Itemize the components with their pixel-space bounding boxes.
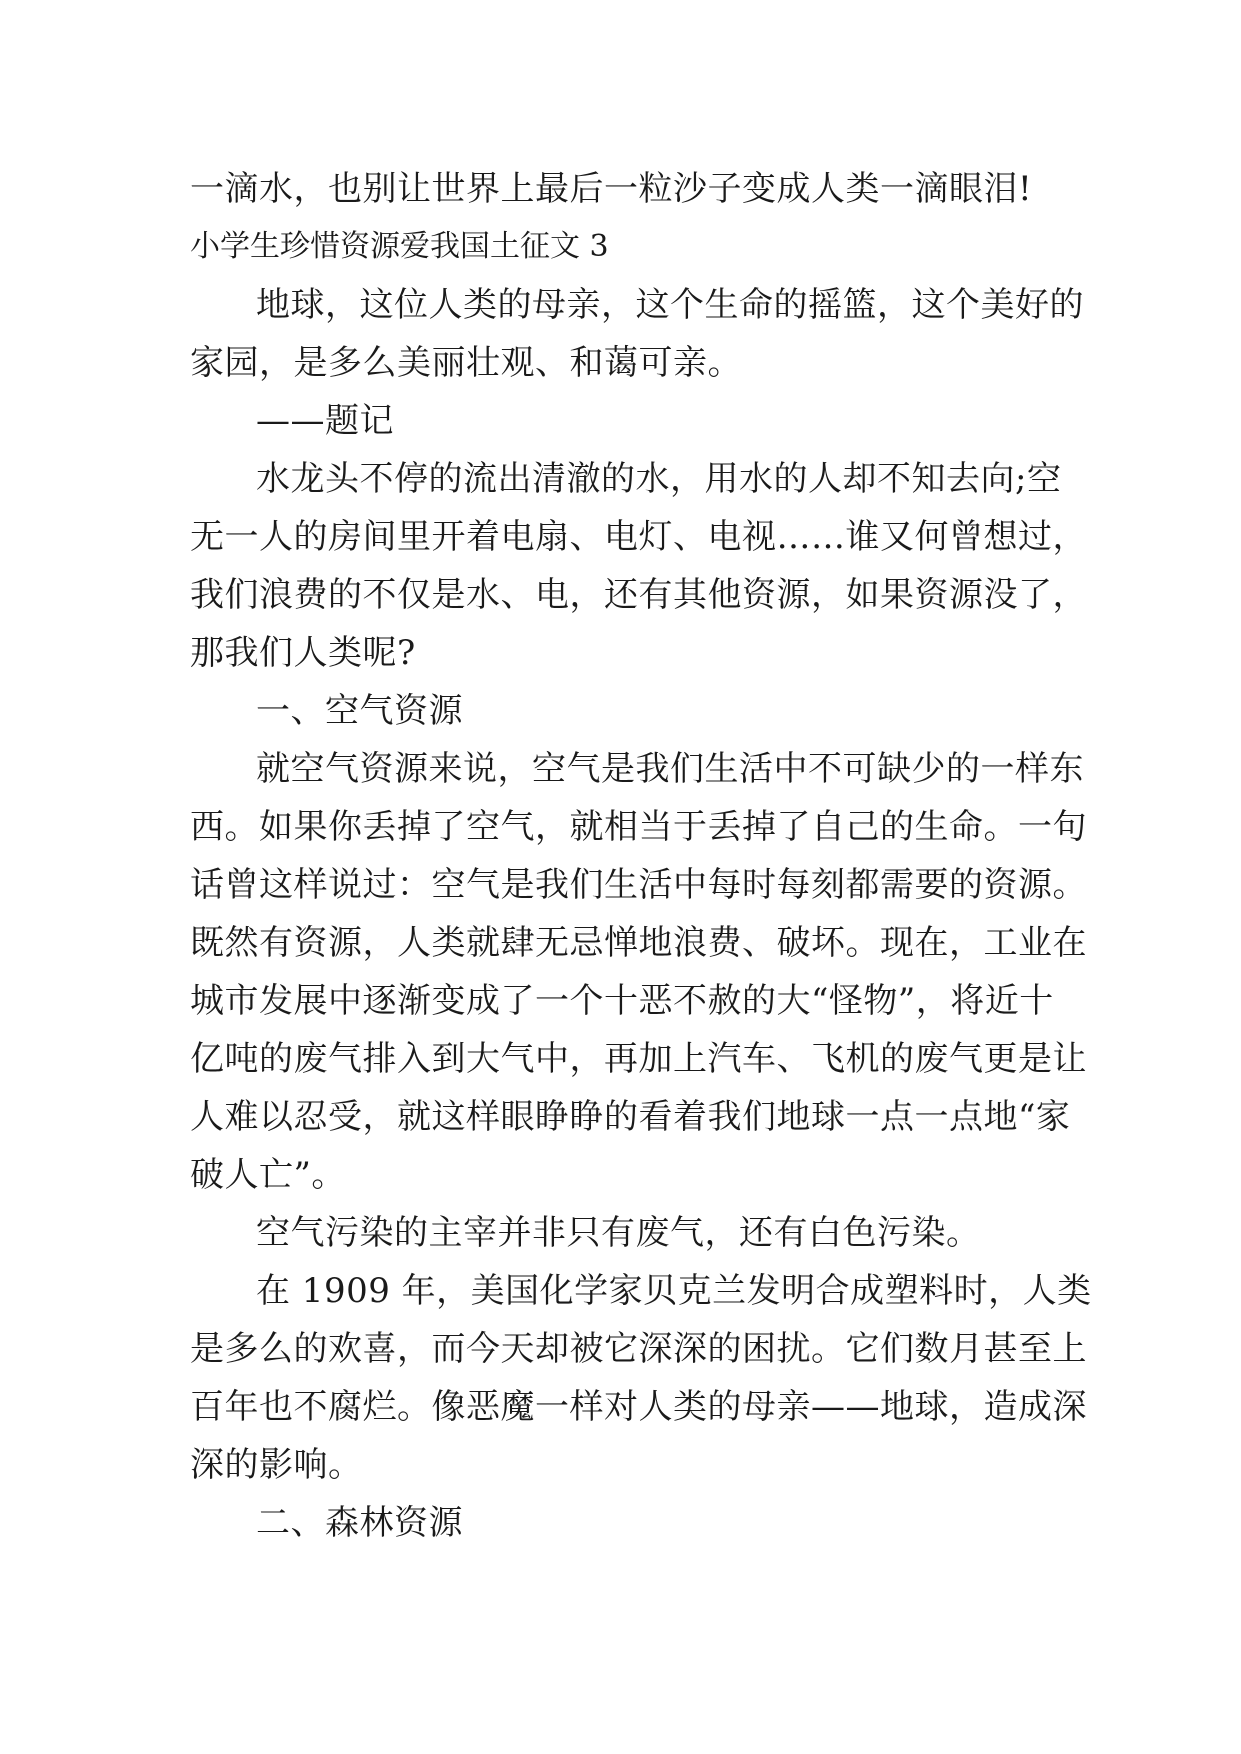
- text-line: [190, 160, 1050, 218]
- line-text: ——题记: [256, 401, 394, 441]
- line-text: 人难以忍受，就这样眼睁睁的看着我们地球一点一点地“家: [190, 1097, 1071, 1137]
- line-text: 地球，这位人类的母亲，这个生命的摇篮，这个美好的: [256, 285, 1084, 325]
- text-line: [190, 1088, 1071, 1146]
- document-page: [190, 160, 1092, 1552]
- text-line: [190, 276, 1084, 334]
- line-text: 二、森林资源: [256, 1503, 463, 1543]
- text-line: [190, 392, 1050, 450]
- line-text: 城市发展中逐渐变成了一个十恶不赦的大“怪物”，将近十: [190, 981, 1054, 1021]
- line-text: 家园，是多么美丽壮观、和蔼可亲。: [190, 343, 742, 383]
- line-text: 就空气资源来说，空气是我们生活中不可缺少的一样东: [256, 749, 1084, 789]
- line-text: 空气污染的主宰并非只有废气，还有白色污染。: [256, 1213, 981, 1253]
- line-text: 百年也不腐烂。像恶魔一样对人类的母亲——地球，造成深: [190, 1387, 1087, 1427]
- text-line: [190, 740, 1084, 798]
- section-title: [190, 218, 1050, 276]
- line-text: 在 1909 年，美国化学家贝克兰发明合成塑料时，人类: [256, 1271, 1092, 1311]
- text-line: [190, 450, 1062, 508]
- text-line: [190, 1204, 1050, 1262]
- line-text: 破人亡”。: [190, 1155, 346, 1195]
- line-text: 那我们人类呢?: [190, 633, 416, 673]
- text-line: [190, 1436, 1050, 1494]
- line-text: 水龙头不停的流出清澈的水，用水的人却不知去向;空: [256, 459, 1062, 499]
- text-line: [190, 1378, 1087, 1436]
- text-line: [190, 624, 1050, 682]
- text-line: [190, 1262, 1092, 1320]
- line-text: 小学生珍惜资源爱我国土征文 3: [190, 229, 609, 264]
- text-line: [190, 1320, 1087, 1378]
- text-line: [190, 1146, 1050, 1204]
- text-line: [190, 1494, 1050, 1552]
- line-text: 西。如果你丢掉了空气，就相当于丢掉了自己的生命。一句: [190, 807, 1087, 847]
- text-line: [190, 798, 1087, 856]
- line-text: 一滴水，也别让世界上最后一粒沙子变成人类一滴眼泪!: [190, 169, 1033, 209]
- line-text: 我们浪费的不仅是水、电，还有其他资源，如果资源没了，: [190, 575, 1087, 615]
- line-text: 既然有资源，人类就肆无忌惮地浪费、破坏。现在，工业在: [190, 923, 1087, 963]
- text-line: [190, 566, 1087, 624]
- text-line: [190, 334, 1050, 392]
- line-text: 话曾这样说过：空气是我们生活中每时每刻都需要的资源。: [190, 865, 1087, 905]
- text-line: [190, 508, 1087, 566]
- text-line: [190, 682, 1050, 740]
- text-line: [190, 914, 1087, 972]
- text-line: [190, 972, 1054, 1030]
- line-text: 是多么的欢喜，而今天却被它深深的困扰。它们数月甚至上: [190, 1329, 1087, 1369]
- line-text: 一、空气资源: [256, 691, 463, 731]
- text-line: [190, 1030, 1087, 1088]
- document-body: [190, 160, 1092, 1552]
- line-text: 深的影响。: [190, 1445, 363, 1485]
- line-text: 亿吨的废气排入到大气中，再加上汽车、飞机的废气更是让: [190, 1039, 1087, 1079]
- text-line: [190, 856, 1087, 914]
- line-text: 无一人的房间里开着电扇、电灯、电视……谁又何曾想过，: [190, 517, 1087, 557]
